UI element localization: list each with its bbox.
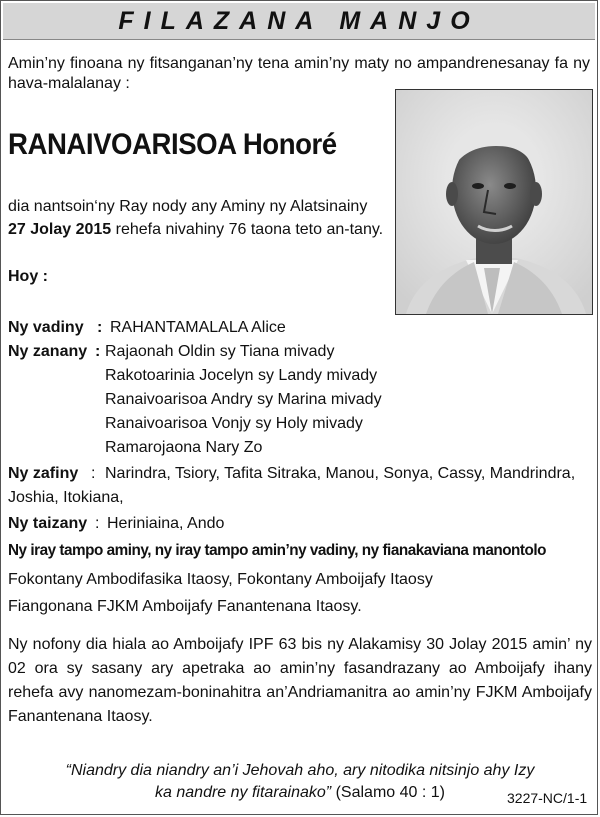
notice-header [3, 3, 595, 40]
taizany-label: Ny taizany [8, 515, 88, 532]
death-notice-line2 [8, 220, 383, 240]
taizany-colon: : [95, 515, 100, 532]
relatives-line: Ny iray tampo aminy, ny iray tampo amin’ny vadiny, ny fianakaviana manontolo [8, 542, 547, 559]
vadiny-name: RAHANTAMALALA Alice [110, 319, 286, 336]
death-notice-line1: dia nantsoin‘ny Ray nody any Aminy ny Alatsinainy [8, 198, 368, 215]
portrait-icon [396, 90, 592, 314]
vadiny-label: Ny vadiny [8, 319, 84, 336]
funeral-paragraph: Ny nofony dia hiala ao Amboijafy IPF 63 bis ny Alakamisy 30 Jolay 2015 amin’ ny 02 ora sy sasany ary apetraka ao amin’ny fasandrazany ao Amboijafy ihany rehefa avy nanomezam-boninahitra an’Andriamanitra ao amin’ny FJKM Amboijafy Fanantenana Itaosy. [8, 636, 592, 725]
community-line-2: Fiangonana FJKM Amboijafy Fanantenana Itaosy. [8, 598, 362, 615]
quote-text-1: “Niandry dia niandry an’i Jehovah aho, ary nitodika nitsinjo ahy Izy [65, 762, 535, 779]
zanany-colon: : [95, 343, 101, 360]
notice-title: FILAZANA MANJO [118, 6, 480, 35]
zanany-name-4: Ranaivoarisoa Vonjy sy Holy mivady [105, 415, 363, 432]
zanany-name-3: Ranaivoarisoa Andry sy Marina mivady [105, 391, 382, 408]
community-line-1: Fokontany Ambodifasika Itaosy, Fokontany Amboijafy Itaosy [8, 571, 433, 588]
hoy-label: Hoy : [8, 268, 48, 285]
portrait-photo [395, 89, 593, 315]
zanany-label: Ny zanany [8, 343, 88, 360]
vadiny-colon: : [97, 319, 103, 336]
death-notice-rest: rehefa nivahiny 76 taona teto an-tany. [111, 221, 384, 238]
reference-code: 3227-NC/1-1 [507, 790, 588, 806]
quote-source: (Salamo 40 : 1) [331, 784, 445, 801]
zafiny-colon: : [91, 465, 96, 482]
zanany-name-1: Rajaonah Oldin sy Tiana mivady [105, 343, 335, 360]
deceased-name: RANAIVOARISOA Honoré [8, 128, 337, 161]
zafiny-label: Ny zafiny [8, 465, 79, 482]
zafiny-names-line1: Narindra, Tsiory, Tafita Sitraka, Manou, Sonya, Cassy, Mandrindra, [105, 465, 576, 482]
quote-line-1 [0, 760, 600, 782]
zanany-name-5: Ramarojaona Nary Zo [105, 439, 263, 456]
zafiny-names-line2: Joshia, Itokiana, [8, 489, 124, 506]
death-date: 27 Jolay 2015 [8, 221, 112, 238]
taizany-names: Heriniaina, Ando [107, 515, 225, 532]
quote-text-2: ka nandre ny fitarainako” [155, 784, 332, 801]
zanany-name-2: Rakotoarinia Jocelyn sy Landy mivady [105, 367, 378, 384]
intro-text: Amin’ny finoana ny fitsanganan’ny tena amin’ny maty no ampandrenesanay fa ny hava-malalanay : [8, 55, 590, 92]
